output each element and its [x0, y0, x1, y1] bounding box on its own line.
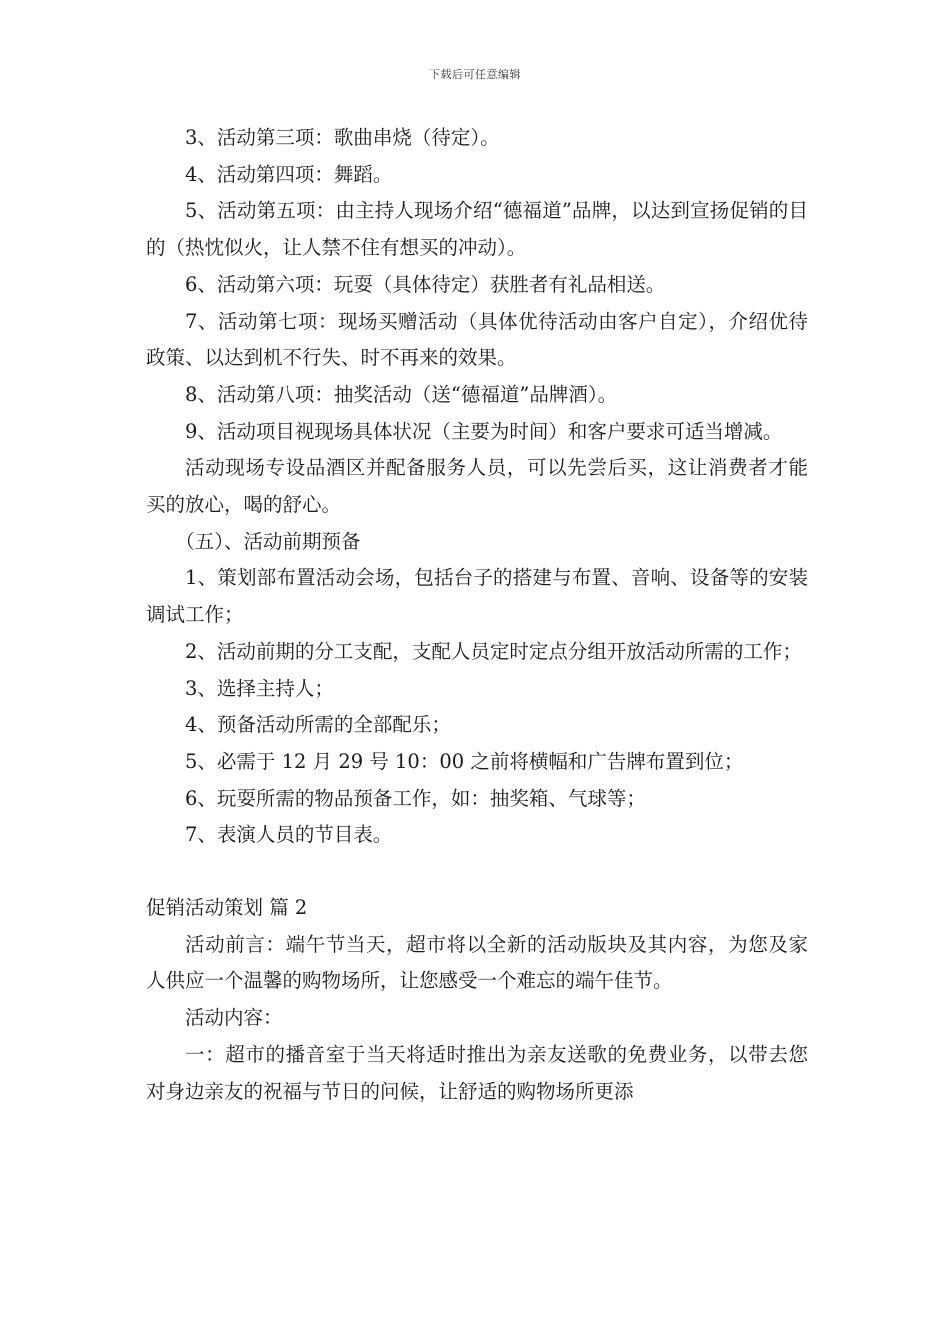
- activity-item-3: 3、活动第三项：歌曲串烧（待定）。: [185, 126, 500, 149]
- activity-item-4: 4、活动第四项：舞蹈。: [185, 162, 393, 186]
- prep-item-5: 5、必需于 12 月 29 号 10：00 之前将横幅和广告牌布置到位；: [185, 749, 744, 773]
- prep-item-1: 1、策划部布置活动会场，包括台子的搭建与布置、音响、设备等的安装调试工作；: [146, 566, 808, 627]
- content-item-one: 一：超市的播音室于当天将适时推出为亲友送歌的免费业务，以带去您对身边亲友的祝福与节日的问候，让舒适的购物场所更添: [146, 1042, 808, 1103]
- prep-item-4: 4、预备活动所需的全部配乐；: [185, 713, 451, 737]
- prep-item-2: 2、活动前期的分工支配，支配人员定时定点分组开放活动所需的工作；: [185, 639, 802, 663]
- page-header: 下载后可任意编辑: [429, 68, 521, 81]
- activity-item-9: 9、活动项目视现场具体状况（主要为时间）和客户要求可适当增减。: [185, 419, 783, 443]
- wine-tasting-paragraph: 活动现场专设品酒区并配备服务人员，可以先尝后买，这让消费者才能买的放心，喝的舒心。: [146, 456, 808, 517]
- prep-item-6: 6、玩耍所需的物品预备工作，如：抽奖箱、气球等；: [185, 786, 646, 810]
- prep-item-3: 3、选择主持人；: [185, 676, 334, 700]
- activity-item-6: 6、活动第六项：玩耍（具体待定）获胜者有礼品相送。: [185, 272, 666, 296]
- preface-paragraph: 活动前言：端午节当天，超市将以全新的活动版块及其内容，为您及家人供应一个温馨的购物场所，让您感受一个难忘的端午佳节。: [146, 932, 808, 993]
- content-label: 活动内容：: [185, 1006, 283, 1030]
- activity-item-5: 5、活动第五项：由主持人现场介绍“德福道”品牌，以达到宣扬促销的目的（热忱似火，让人禁不住有想买的冲动）。: [146, 199, 808, 260]
- activity-item-7: 7、活动第七项：现场买赠活动（具体优待活动由客户自定），介绍优待政策、以达到机不行失、时不再来的效果。: [146, 309, 808, 370]
- document-body: [146, 120, 808, 1110]
- part-2-title: 促销活动策划 篇 2: [146, 896, 308, 920]
- section-5-heading: （五）、活动前期预备: [175, 529, 361, 553]
- activity-item-8: 8、活动第八项：抽奖活动（送“德福道”品牌酒）。: [185, 382, 618, 406]
- prep-item-7: 7、表演人员的节目表。: [185, 823, 393, 847]
